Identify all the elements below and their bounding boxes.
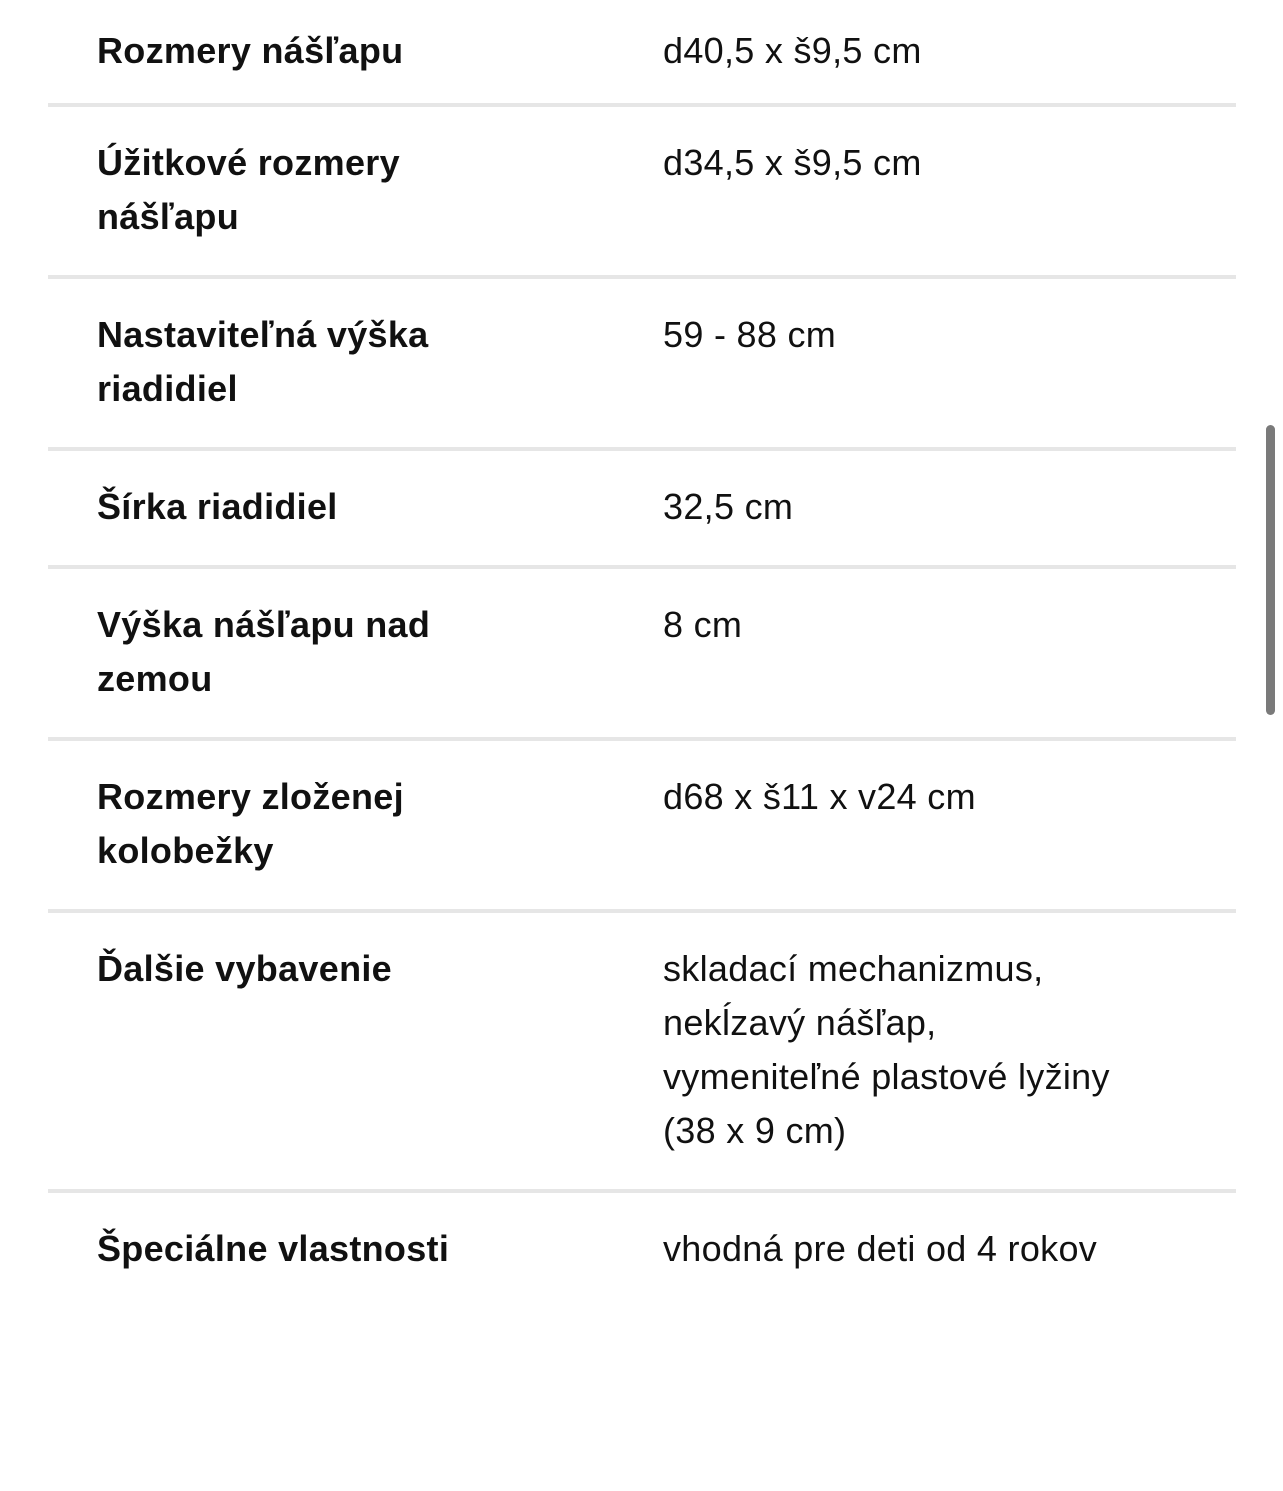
- spec-label: Špeciálne vlastnosti: [97, 1228, 450, 1269]
- spec-value: vhodná pre deti od 4 rokov: [663, 1228, 1098, 1269]
- spec-row: [48, 107, 1236, 279]
- spec-row: [48, 913, 1236, 1193]
- spec-row: [48, 0, 1236, 107]
- spec-row: [48, 451, 1236, 569]
- spec-row: [48, 569, 1236, 741]
- spec-label: Rozmery zloženej kolobežky: [97, 776, 404, 871]
- spec-value: 8 cm: [663, 604, 743, 645]
- spec-value: 59 - 88 cm: [663, 314, 837, 355]
- spec-value: d68 x š11 x v24 cm: [663, 776, 976, 817]
- spec-label: Šírka riadidiel: [97, 486, 338, 527]
- spec-row: [48, 741, 1236, 913]
- spec-row: [48, 279, 1236, 451]
- spec-label: Úžitkové rozmery nášľapu: [97, 142, 400, 237]
- scrollbar-thumb[interactable]: [1266, 425, 1275, 715]
- spec-value: skladací mechanizmus, nekĺzavý nášľap, vymeniteľné plastové lyžiny (38 x 9 cm): [663, 948, 1110, 1151]
- spec-label: Ďalšie vybavenie: [97, 948, 392, 989]
- spec-label: Rozmery nášľapu: [97, 30, 404, 71]
- spec-value: d34,5 x š9,5 cm: [663, 142, 922, 183]
- specifications-table: [48, 0, 1236, 1307]
- spec-value: d40,5 x š9,5 cm: [663, 30, 922, 71]
- spec-label: Nastaviteľná výška riadidiel: [97, 314, 429, 409]
- spec-label: Výška nášľapu nad zemou: [97, 604, 431, 699]
- spec-value: 32,5 cm: [663, 486, 794, 527]
- spec-row: [48, 1193, 1236, 1307]
